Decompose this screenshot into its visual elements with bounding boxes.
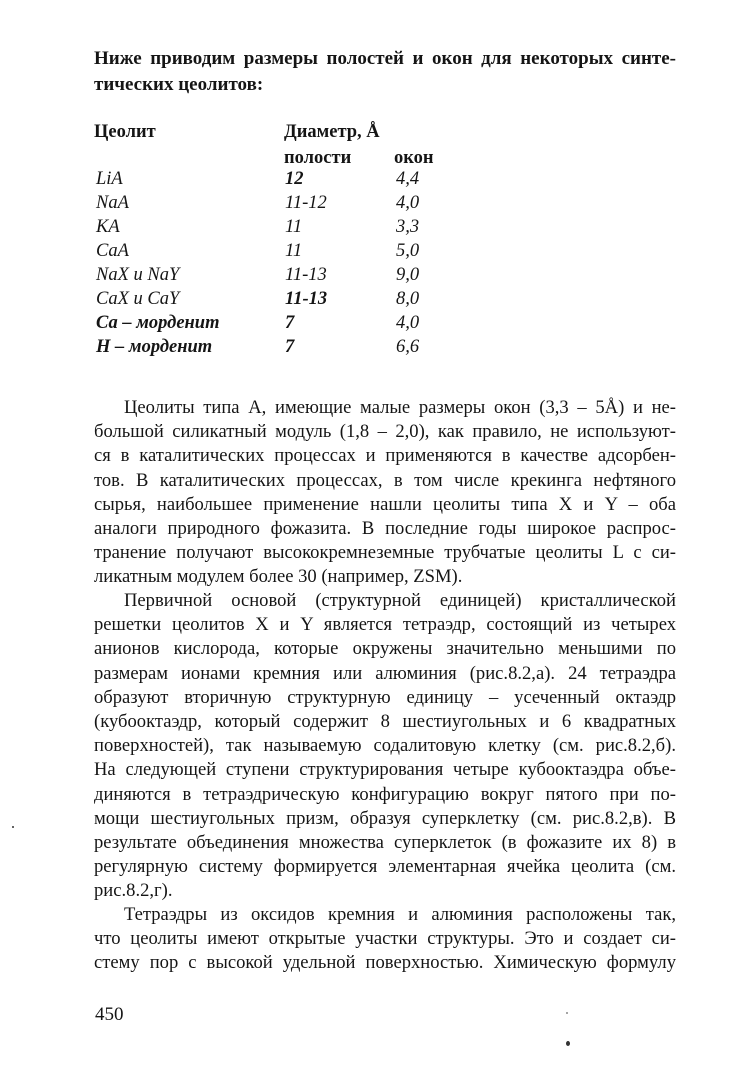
window-value: 4,0: [396, 313, 420, 333]
text-line: мощи шестиугольных призм, образуя суперклетку (см. рис.8.2,в). В: [94, 807, 676, 829]
print-speck: [566, 1041, 570, 1046]
text-line: стему пор с высокой удельной поверхностью. Химическую формулу: [94, 952, 676, 974]
text-line: Первичной основой (структурной единицей) кристаллической: [124, 590, 676, 611]
text-line: размерам ионами кремния или алюминия (рис.8.2,а). 24 тетраэдра: [94, 662, 676, 684]
page-number: 450: [95, 1004, 124, 1025]
text-line: транение получают высококремнеземные трубчатые цеолиты L с си-: [94, 542, 676, 564]
text-line: ся в каталитических процессах и применяются в качестве адсорбен-: [94, 445, 676, 467]
window-value: 3,3: [396, 217, 420, 237]
text-line: На следующей ступени структурирования четыре кубооктаэдра объе-: [94, 759, 676, 781]
text-line: результате объединения множества суперклеток (в фожазите их 8) в: [94, 832, 676, 854]
print-speck: [566, 1012, 568, 1014]
zeolite-name: Са – морденит: [96, 313, 220, 333]
col-header-diameter: Диаметр, Å: [284, 122, 380, 142]
subheader-cavity: полости: [284, 148, 352, 168]
cavity-value: 11-13: [285, 265, 327, 285]
zeolite-name: Н – морденит: [96, 337, 213, 357]
intro-line: тических цеолитов:: [94, 74, 264, 95]
window-value: 8,0: [396, 289, 420, 309]
text-line: что цеолиты имеют открытые участки структуры. Это и создает си-: [94, 928, 676, 950]
zeolite-name: CaA: [96, 241, 129, 261]
window-value: 9,0: [396, 265, 420, 285]
text-line: сырья, наибольшее применение нашли цеолиты типа X и Y – оба: [94, 493, 676, 515]
intro-text: [94, 46, 676, 98]
window-value: 5,0: [396, 241, 420, 261]
paragraph-pores: [94, 903, 676, 976]
window-value: 4,4: [396, 169, 420, 189]
text-line: тов. В каталитических процессах, в том числе крекинга нефтяного: [94, 469, 676, 491]
text-line: большой силикатный модуль (1,8 – 2,0), как правило, не используют-: [94, 421, 676, 443]
subheader-window: окон: [394, 148, 434, 168]
zeolite-name: KA: [96, 217, 120, 237]
window-value: 6,6: [396, 337, 420, 357]
cavity-value: 11-12: [285, 193, 327, 213]
text-line: регулярную систему формируется элементарная ячейка цеолита (см.: [94, 856, 676, 878]
cavity-value: 7: [285, 313, 295, 333]
text-line: ликатным модулем более 30 (например, ZSM).: [94, 566, 463, 588]
print-speck: [12, 826, 14, 828]
text-line: аналоги природного фожазита. В последние годы широкое распрос-: [94, 518, 676, 540]
zeolite-name: LiA: [96, 169, 123, 189]
text-line: решетки цеолитов X и Y является тетраэдр, состоящий из четырех: [94, 614, 676, 636]
cavity-value: 7: [285, 337, 295, 357]
text-line: анионов кислорода, которые окружены значительно меньшими по: [94, 638, 676, 660]
paragraph-zeolites-a: [94, 396, 676, 590]
cavity-value: 11-13: [285, 289, 328, 309]
zeolite-name: CaX и CaY: [96, 289, 180, 309]
cavity-value: 12: [285, 169, 304, 189]
paragraph-structure: [94, 589, 676, 904]
intro-line: Ниже приводим размеры полостей и окон для некоторых синте-: [94, 48, 676, 69]
text-line: (кубооктаэдр, который содержит 8 шестиугольных и 6 квадратных: [94, 711, 676, 733]
col-header-zeolite: Цеолит: [94, 122, 156, 142]
cavity-value: 11: [285, 241, 303, 261]
text-line: Тетраэдры из оксидов кремния и алюминия расположены так,: [124, 904, 676, 925]
zeolite-name: NaX и NaY: [96, 265, 180, 285]
text-line: диняются в тетраэдрическую конфигурацию вокруг пятого при по-: [94, 783, 676, 805]
text-line: Цеолиты типа А, имеющие малые размеры окон (3,3 – 5Å) и не-: [124, 397, 676, 418]
text-line: рис.8.2,г).: [94, 880, 173, 902]
window-value: 4,0: [396, 193, 420, 213]
zeolite-name: NaA: [96, 193, 129, 213]
text-line: образуют вторичную структурную единицу – усеченный октаэдр: [94, 686, 676, 708]
text-line: поверхностей), так называемую содалитовую клетку (см. рис.8.2,б).: [94, 735, 676, 757]
cavity-value: 11: [285, 217, 303, 237]
